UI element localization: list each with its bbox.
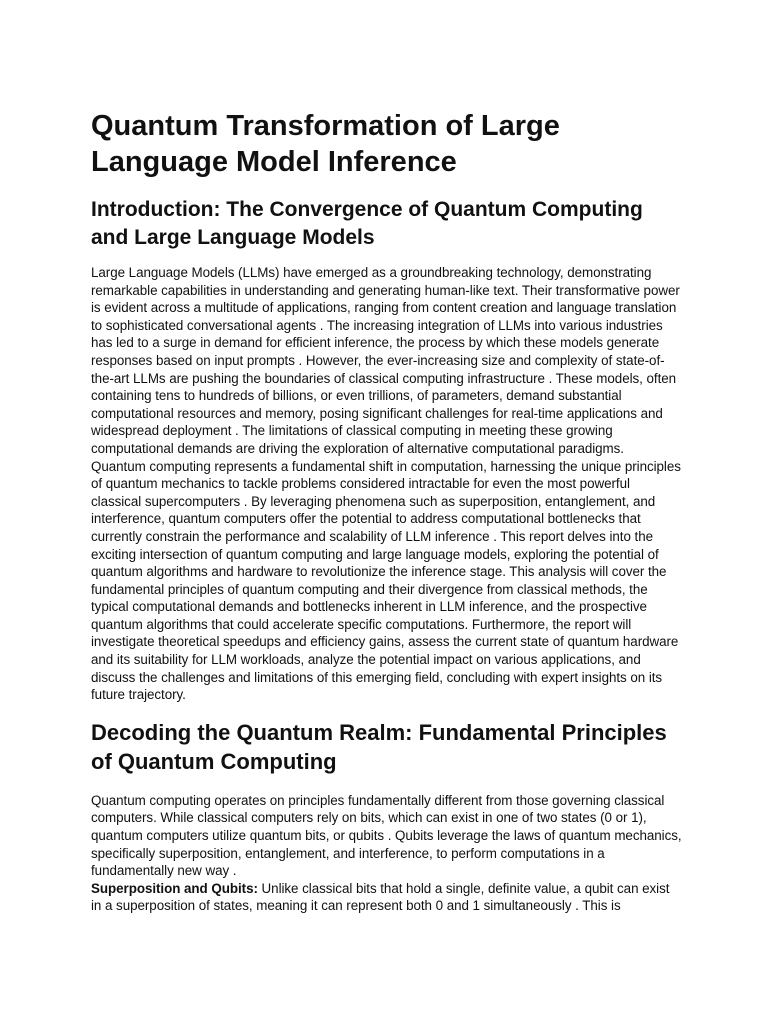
superposition-term: Superposition and Qubits:	[91, 880, 258, 896]
intro-paragraph-2: Quantum computing represents a fundamental shift in computation, harnessing the unique principles of quantum mechanics to tackle problems considered intractable for even the most powerful classical supercomputers . By leveraging phenomena such as superposition, entanglement, and interference, quantum computers offer the potential to address computational bottlenecks that currently constrain the performance and scalability of LLM inference . This report delves into the exciting intersection of quantum computing and large language models, exploring the potential of quantum algorithms and hardware to revolutionize the inference stage. This analysis will cover the fundamental principles of quantum computing and their divergence from classical methods, the typical computational demands and bottlenecks inherent in LLM inference, and the prospective quantum algorithms that could accelerate specific computations. Furthermore, the report will investigate theoretical speedups and efficiency gains, assess the current state of quantum hardware and its suitability for LLM workloads, analyze the potential impact on various applications, and discuss the challenges and limitations of this emerging field, concluding with expert insights on its future trajectory.	[91, 458, 681, 703]
section-heading-quantum-principles: Decoding the Quantum Realm: Fundamental Principles of Quantum Computing	[91, 719, 667, 774]
superposition-text: Unlike classical bits that hold a single, definite value, a qubit can exist in a superposition of states, meaning it can represent both 0 and 1 simultaneously . This is	[91, 880, 670, 914]
superposition-paragraph	[91, 880, 683, 915]
section-heading-introduction: Introduction: The Convergence of Quantum Computing and Large Language Models	[91, 198, 643, 249]
document-page	[91, 108, 683, 915]
principles-paragraph-1: Quantum computing operates on principles fundamentally different from those governing classical computers. While classical computers rely on bits, which can exist in one of two states (0 or 1), quantum computers utilize quantum bits, or qubits . Qubits leverage the laws of quantum mechanics, specifically superposition, entanglement, and interference, to perform computations in a fundamentally new way .	[91, 792, 682, 879]
intro-paragraph-1: Large Language Models (LLMs) have emerged as a groundbreaking technology, demonstrating remarkable capabilities in understanding and generating human-like text. Their transformative power is evident across a multitude of applications, ranging from content creation and language translation to sophisticated conversational agents . The increasing integration of LLMs into various industries has led to a surge in demand for efficient inference, the process by which these models generate responses based on input prompts . However, the ever-increasing size and complexity of state-of-the-art LLMs are pushing the boundaries of classical computing infrastructure . These models, often containing tens to hundreds of billions, or even trillions, of parameters, demand substantial computational resources and memory, posing significant challenges for real-time applications and widespread deployment . The limitations of classical computing in meeting these growing computational demands are driving the exploration of alternative computational paradigms.	[91, 265, 680, 456]
document-title: Quantum Transformation of Large Language Model Inference	[91, 110, 560, 178]
